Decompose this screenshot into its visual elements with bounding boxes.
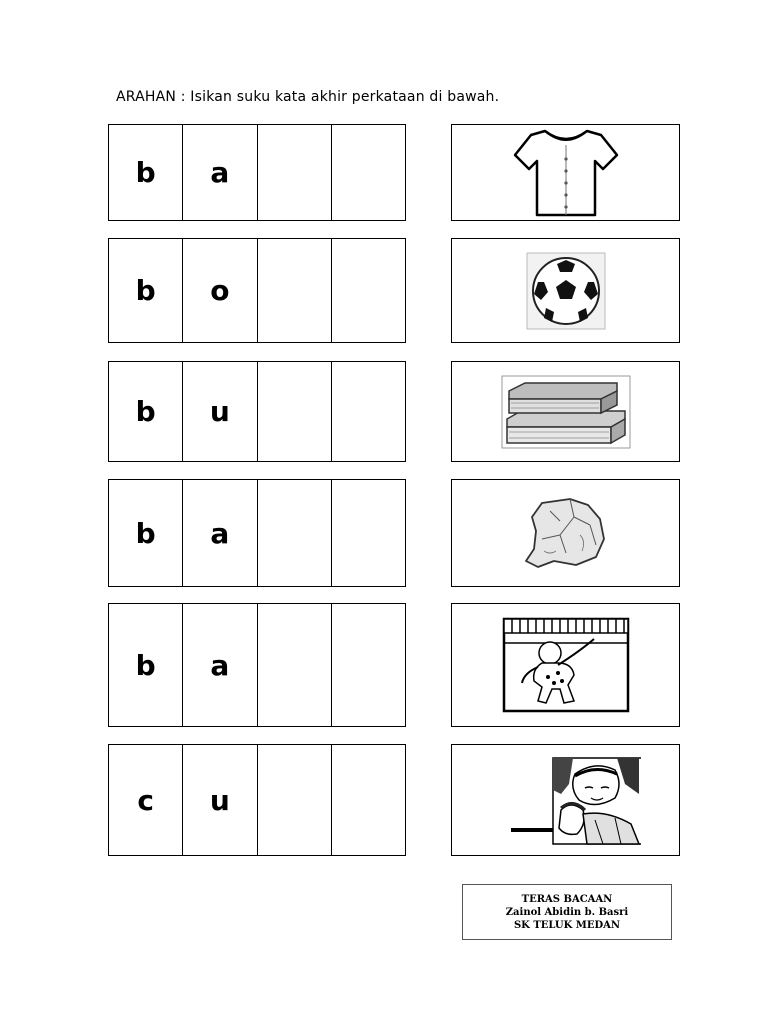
picture-box (451, 479, 680, 587)
worksheet-row (0, 603, 768, 727)
blank-answer-cell[interactable] (258, 745, 332, 855)
blank-answer-cell[interactable] (332, 604, 405, 726)
worksheet-row (0, 124, 768, 221)
letter-cell: b (109, 604, 183, 726)
worksheet-row (0, 361, 768, 462)
syllable-boxes (108, 744, 406, 856)
blank-answer-cell[interactable] (332, 480, 405, 586)
picture-box (451, 744, 680, 856)
letter-cell: o (183, 239, 257, 342)
blank-answer-cell[interactable] (258, 480, 332, 586)
letter-cell: b (109, 480, 183, 586)
instruction-text: ARAHAN : Isikan suku kata akhir perkataan di bawah. (116, 89, 500, 105)
blank-answer-cell[interactable] (332, 362, 405, 461)
picture-box (451, 238, 680, 343)
syllable-boxes (108, 238, 406, 343)
syllable-boxes (108, 479, 406, 587)
blank-answer-cell[interactable] (332, 125, 405, 220)
rock-icon (520, 495, 612, 571)
worksheet-row (0, 744, 768, 856)
credit-author: Zainol Abidin b. Basri (505, 907, 629, 918)
blank-answer-cell[interactable] (258, 239, 332, 342)
worksheet-row (0, 238, 768, 343)
syllable-boxes (108, 124, 406, 221)
syllable-boxes (108, 361, 406, 462)
blank-answer-cell[interactable] (332, 745, 405, 855)
letter-cell: u (183, 745, 257, 855)
letter-cell: u (183, 362, 257, 461)
letter-cell: b (109, 125, 183, 220)
credit-title: TERAS BACAAN (521, 894, 613, 905)
letter-cell: a (183, 480, 257, 586)
picture-box (451, 361, 680, 462)
baby-icon (502, 617, 630, 713)
football-icon (526, 252, 606, 330)
books-icon (501, 375, 631, 449)
picture-box (451, 124, 680, 221)
letter-cell: c (109, 745, 183, 855)
credit-school: SK TELUK MEDAN (513, 920, 621, 931)
blank-answer-cell[interactable] (258, 604, 332, 726)
blank-answer-cell[interactable] (332, 239, 405, 342)
blank-answer-cell[interactable] (258, 362, 332, 461)
letter-cell: a (183, 604, 257, 726)
credit-box (462, 884, 672, 940)
blank-answer-cell[interactable] (258, 125, 332, 220)
letter-cell: b (109, 362, 183, 461)
shirt-icon (511, 125, 621, 221)
picture-box (451, 603, 680, 727)
letter-cell: b (109, 239, 183, 342)
grandchild-icon (491, 754, 641, 846)
letter-cell: a (183, 125, 257, 220)
worksheet-row (0, 479, 768, 587)
syllable-boxes (108, 603, 406, 727)
